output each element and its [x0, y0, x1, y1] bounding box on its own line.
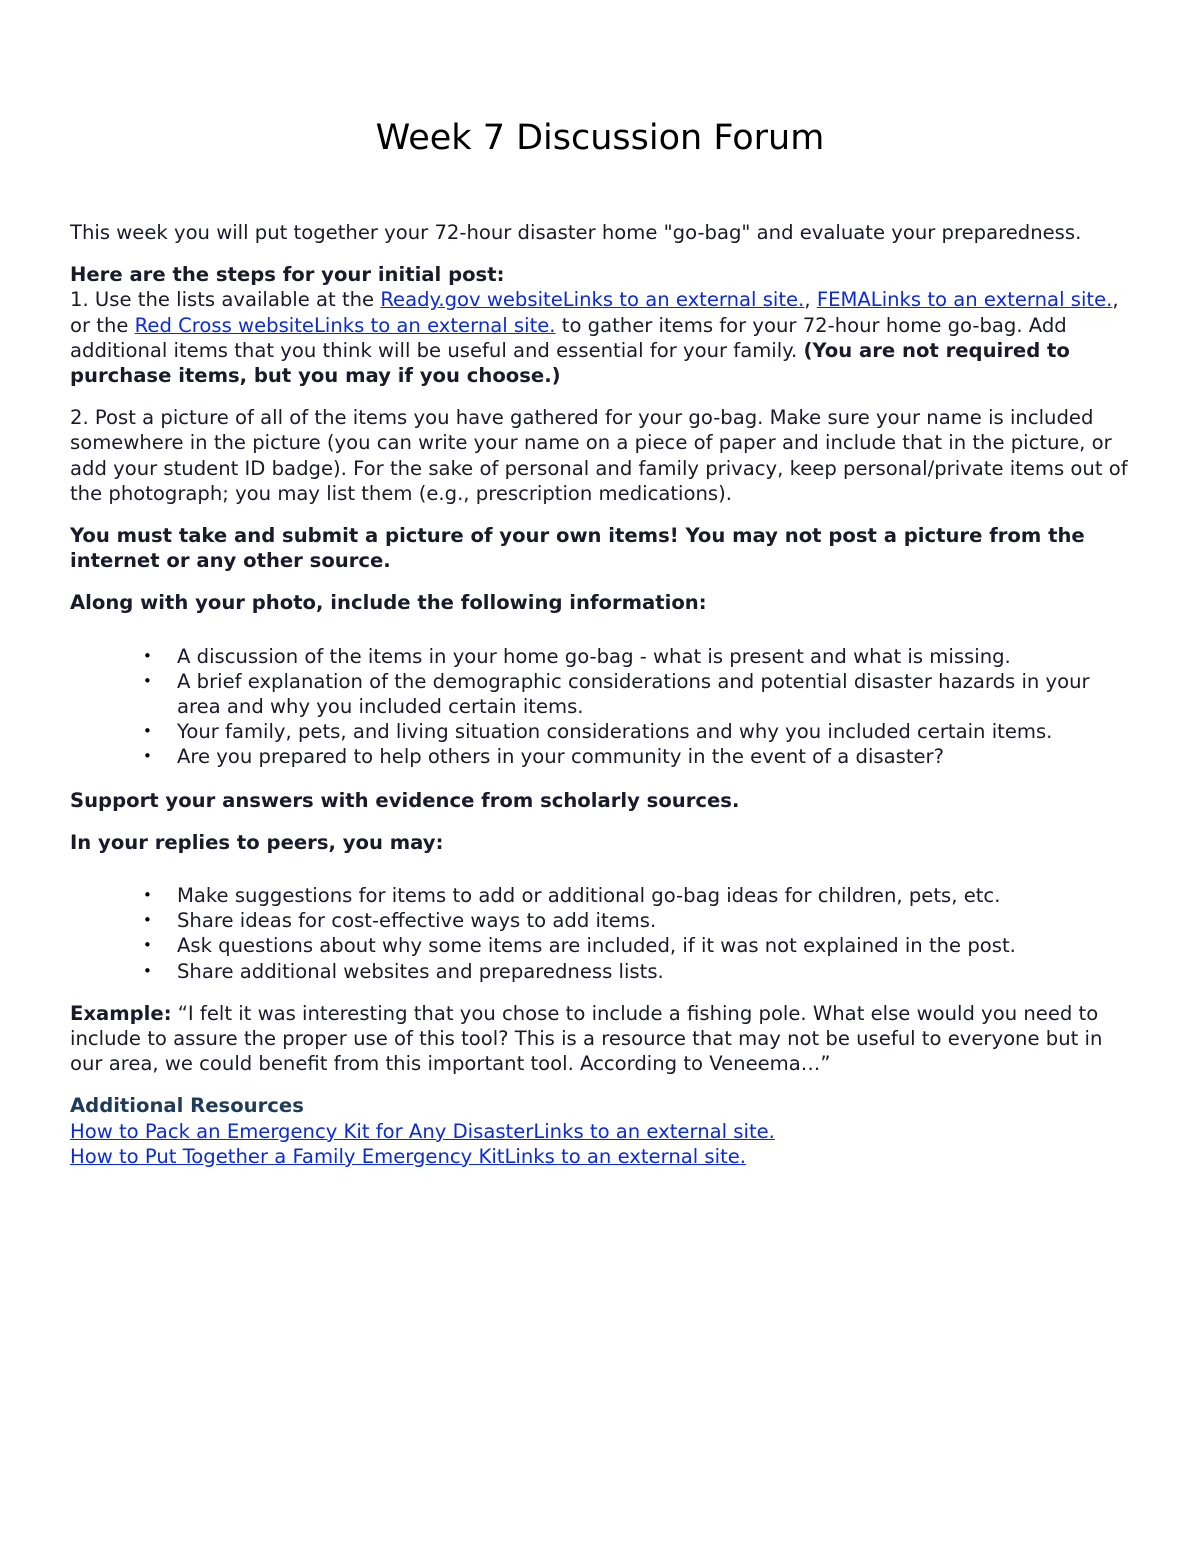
- list-item: [143, 883, 1132, 908]
- fema-link[interactable]: FEMALinks to an external site.: [816, 288, 1113, 312]
- list-item-text: Share additional websites and preparedness lists.: [177, 959, 664, 983]
- list-item-text: Share ideas for cost-effective ways to add items.: [177, 909, 657, 933]
- steps-section: [70, 262, 1132, 388]
- bullet-icon: •: [143, 961, 152, 980]
- along-list: [70, 644, 1132, 770]
- intro-paragraph: This week you will put together your 72-hour disaster home "go-bag" and evaluate your preparedness.: [70, 221, 1082, 244]
- bullet-icon: •: [143, 911, 152, 930]
- bullet-icon: •: [143, 646, 152, 665]
- list-item-text: Make suggestions for items to add or additional go-bag ideas for children, pets, etc.: [177, 884, 1001, 908]
- step1-bold-note: (You are not required to purchase items, but you may if you choose.): [70, 338, 1070, 388]
- ready-gov-link[interactable]: Ready.gov websiteLinks to an external site.: [380, 288, 805, 312]
- replies-list: [70, 883, 1132, 984]
- list-item: [143, 719, 1132, 744]
- page-title: Week 7 Discussion Forum: [375, 118, 825, 158]
- list-item: [143, 959, 1132, 984]
- replies-heading: In your replies to peers, you may:: [70, 830, 444, 854]
- warning-paragraph: You must take and submit a picture of your own items! You may not post a picture from the internet or any other source.: [70, 524, 1085, 573]
- example-paragraph: [70, 1001, 1132, 1077]
- step2-paragraph: 2. Post a picture of all of the items you have gathered for your go-bag. Make sure your name is included somewhere in the picture (you can write your name on a piece of paper and include that in the picture, or add your student ID badge). For the sake of personal and family privacy, keep personal/private items out of the photograph; you may list them (e.g., prescription medications).: [70, 406, 1128, 505]
- list-item: [143, 669, 1132, 719]
- bullet-icon: •: [143, 936, 152, 955]
- list-item: [143, 908, 1132, 933]
- example-label: Example:: [70, 1001, 172, 1025]
- along-heading: Along with your photo, include the following information:: [70, 591, 707, 615]
- list-item-text: A discussion of the items in your home go-bag - what is present and what is missing.: [177, 644, 1011, 668]
- list-item-text: Are you prepared to help others in your community in the event of a disaster?: [177, 745, 945, 769]
- step1-rest: to gather items for your 72-hour home go-bag. Add additional items that you think will be useful and essential for your family.: [70, 313, 1067, 362]
- bullet-icon: •: [143, 886, 152, 905]
- steps-heading: Here are the steps for your initial post:: [70, 263, 505, 287]
- example-text: “I felt it was interesting that you chose to include a fishing pole. What else would you need to include to assure the proper use of this tool? This is a resource that may not be useful to everyone but in our area, we could benefit from this important tool. According to Veneema…”: [70, 1001, 1103, 1076]
- step1-sep1: ,: [804, 288, 817, 312]
- family-emergency-kit-link[interactable]: How to Put Together a Family Emergency KitLinks to an external site.: [70, 1144, 747, 1168]
- list-item: [143, 644, 1132, 669]
- bullet-icon: •: [143, 747, 152, 766]
- list-item-text: A brief explanation of the demographic considerations and potential disaster hazards in your area and why you included certain items.: [177, 669, 1090, 719]
- resources-heading: Additional Resources: [70, 1094, 304, 1118]
- step1-sep2: , or the: [70, 288, 1119, 337]
- bullet-icon: •: [143, 671, 152, 690]
- step1-prefix: 1. Use the lists available at the: [70, 288, 381, 312]
- list-item-text: Ask questions about why some items are included, if it was not explained in the post.: [177, 934, 1016, 958]
- bullet-icon: •: [143, 722, 152, 741]
- resources-section: [70, 1093, 1132, 1169]
- emergency-kit-any-disaster-link[interactable]: How to Pack an Emergency Kit for Any DisasterLinks to an external site.: [70, 1119, 775, 1143]
- document-body: [70, 220, 1132, 1169]
- list-item: [143, 933, 1132, 958]
- red-cross-link[interactable]: Red Cross websiteLinks to an external site.: [134, 313, 556, 337]
- support-heading: Support your answers with evidence from scholarly sources.: [70, 788, 740, 812]
- list-item: [143, 744, 1132, 769]
- list-item-text: Your family, pets, and living situation considerations and why you included certain items.: [177, 720, 1053, 744]
